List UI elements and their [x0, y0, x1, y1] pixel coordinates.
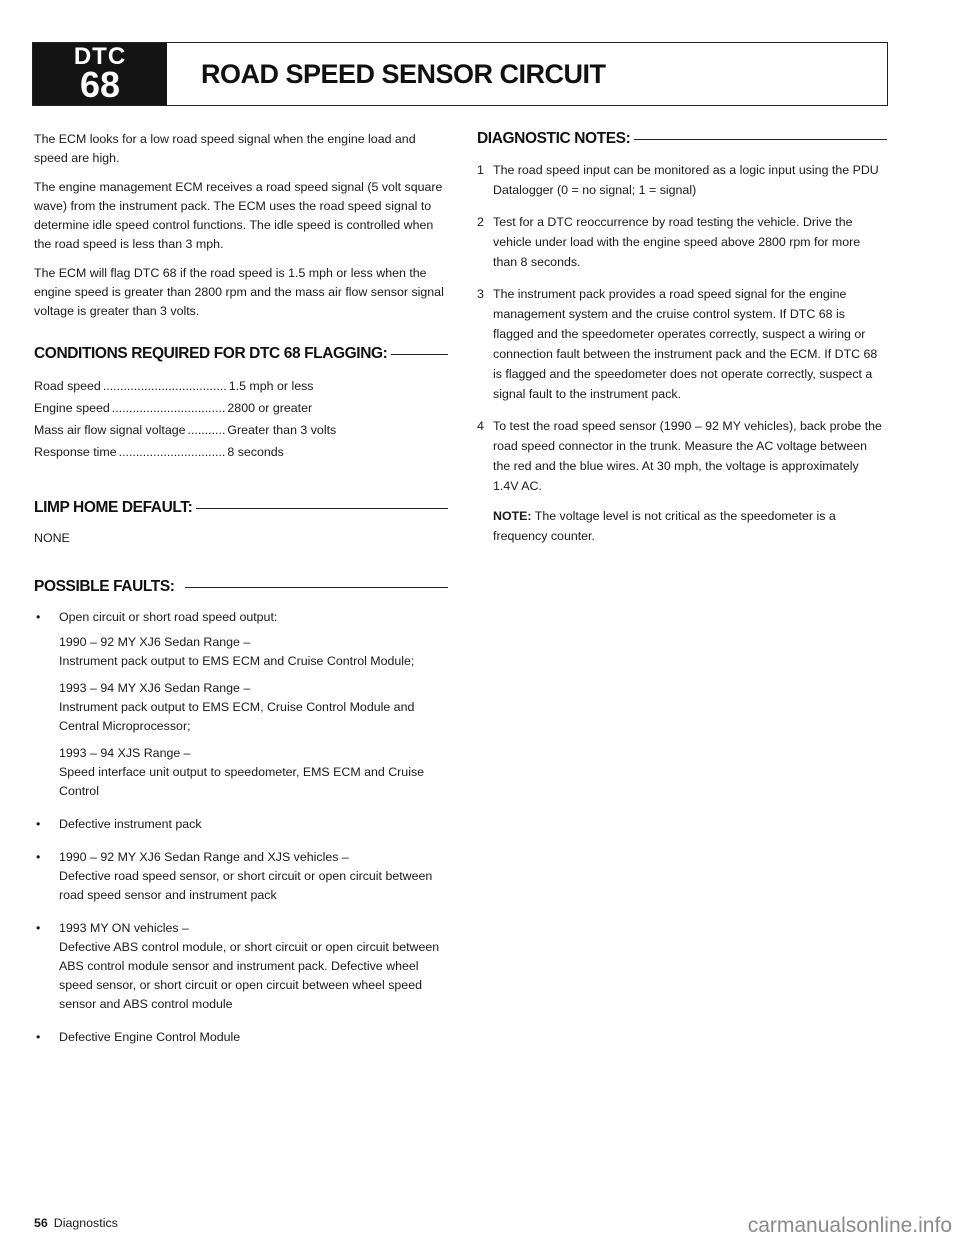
heading-rule — [634, 139, 887, 140]
condition-label: Mass air flow signal voltage — [34, 423, 186, 437]
condition-value: 8 seconds — [227, 445, 284, 459]
fault-sub-text: Instrument pack output to EMS ECM, Cruise Control Module and Central Microprocessor; — [59, 700, 415, 733]
fault-sub — [59, 744, 448, 801]
possible-faults-heading — [34, 578, 448, 596]
fault-text: 1990 – 92 MY XJ6 Sedan Range and XJS vehicles – — [59, 850, 349, 864]
condition-leader: .................................... — [102, 379, 227, 393]
condition-label: Road speed — [34, 379, 101, 393]
condition-leader: ................................. — [111, 401, 226, 415]
fault-text: Open circuit or short road speed output: — [59, 610, 278, 624]
fault-text: 1993 MY ON vehicles – — [59, 921, 189, 935]
condition-leader: ........... — [187, 423, 226, 437]
fault-sub-text: Instrument pack output to EMS ECM and Cruise Control Module; — [59, 654, 415, 668]
fault-sub — [59, 679, 448, 736]
note-item — [477, 160, 887, 200]
fault-sub-title: 1990 – 92 MY XJ6 Sedan Range – — [59, 635, 251, 649]
fault-detail: Defective road speed sensor, or short circuit or open circuit between road speed sensor and instrument pack — [59, 869, 433, 902]
diagnostic-notes-heading-text: DIAGNOSTIC NOTES: — [477, 130, 631, 147]
heading-rule — [185, 587, 448, 588]
note-text: The instrument pack provides a road speed signal for the engine management system and the cruise control system. If DTC 68 is flagged and the speedometer operates correctly, suspect a wiring or connection fault between the instrument pack and the ECM. If DTC 68 is flagged and the speedometer does not operate correctly, suspect a signal fault to the instrument pack. — [493, 287, 878, 401]
note-text: Test for a DTC reoccurrence by road testing the vehicle. Drive the vehicle under load with the engine speed above 2800 rpm for more than 8 seconds. — [493, 215, 861, 269]
intro-paragraph: The ECM will flag DTC 68 if the road speed is 1.5 mph or less when the engine speed is greater than 2800 rpm and the mass air flow sensor signal voltage is greater than 3 volts. — [34, 266, 444, 318]
fault-sub — [59, 633, 448, 671]
condition-value: 1.5 mph or less — [228, 379, 314, 393]
note-callout-text: The voltage level is not critical as the speedometer is a frequency counter. — [493, 509, 836, 543]
note-item — [477, 416, 887, 546]
note-number: 1 — [477, 163, 484, 177]
dtc-number: 68 — [79, 64, 121, 105]
note-number: 4 — [477, 419, 484, 433]
bullet-icon: • — [36, 921, 41, 935]
limp-home-heading-text: LIMP HOME DEFAULT: — [34, 499, 193, 516]
page-header — [32, 42, 888, 106]
fault-sub-title: 1993 – 94 XJS Range – — [59, 746, 191, 760]
heading-rule — [391, 354, 448, 355]
right-column — [477, 130, 887, 558]
condition-row — [34, 441, 448, 463]
fault-detail: Defective ABS control module, or short circuit or open circuit between ABS control module sensor and instrument pack. Defective wheel speed sensor, or short circuit or open circuit between wheel speed sensor and ABS control module — [59, 940, 440, 1011]
watermark: carmanualsonline.info — [747, 1214, 952, 1237]
fault-list — [34, 608, 448, 1047]
heading-rule — [196, 508, 448, 509]
fault-sub-title: 1993 – 94 MY XJ6 Sedan Range – — [59, 681, 251, 695]
notes-list — [477, 160, 887, 546]
fault-item — [34, 815, 448, 834]
page-number: 56 — [34, 1216, 48, 1230]
condition-row — [34, 419, 448, 441]
condition-label: Response time — [34, 445, 117, 459]
bullet-icon: • — [36, 817, 41, 831]
fault-text: Defective Engine Control Module — [59, 1030, 241, 1044]
dtc-badge — [33, 43, 167, 105]
note-number: 2 — [477, 215, 484, 229]
condition-leader: ............................... — [118, 445, 226, 459]
limp-home-heading — [34, 499, 448, 517]
intro-paragraph: The engine management ECM receives a road speed signal (5 volt square wave) from the instrument pack. The ECM uses the road speed signal to determine idle speed control functions. The idle speed is controlled when the road speed is less than 3 mph. — [34, 180, 443, 251]
note-item — [477, 212, 887, 272]
condition-row — [34, 397, 448, 419]
bullet-icon: • — [36, 850, 41, 864]
limp-home-value: NONE — [34, 531, 70, 545]
condition-value: 2800 or greater — [227, 401, 313, 415]
condition-label: Engine speed — [34, 401, 110, 415]
diagnostic-notes-heading — [477, 130, 887, 148]
conditions-table — [34, 375, 448, 463]
note-label: NOTE: — [493, 509, 532, 523]
possible-faults-heading-text: POSSIBLE FAULTS: — [34, 578, 175, 595]
note-text: The road speed input can be monitored as a logic input using the PDU Datalogger (0 = no signal; 1 = signal) — [493, 163, 879, 197]
note-item — [477, 284, 887, 404]
fault-item — [34, 608, 448, 801]
section-name: Diagnostics — [53, 1216, 118, 1230]
page-footer — [34, 1216, 118, 1230]
note-callout — [493, 506, 887, 546]
bullet-icon: • — [36, 610, 41, 624]
condition-value: Greater than 3 volts — [227, 423, 337, 437]
fault-item — [34, 919, 448, 1014]
fault-item — [34, 848, 448, 905]
note-number: 3 — [477, 287, 484, 301]
dtc-label: DTC — [73, 43, 127, 70]
bullet-icon: • — [36, 1030, 41, 1044]
left-column — [34, 130, 448, 1061]
page-title: ROAD SPEED SENSOR CIRCUIT — [201, 58, 606, 89]
note-text: To test the road speed sensor (1990 – 92 MY vehicles), back probe the road speed connector in the trunk. Measure the AC voltage between the red and the blue wires. At 30 mph, the voltage is approximately 1.4V AC. — [493, 419, 882, 493]
intro-paragraph: The ECM looks for a low road speed signal when the engine load and speed are high. — [34, 132, 416, 165]
conditions-heading — [34, 345, 448, 363]
fault-item — [34, 1028, 448, 1047]
fault-sub-text: Speed interface unit output to speedometer, EMS ECM and Cruise Control — [59, 765, 425, 798]
fault-text: Defective instrument pack — [59, 817, 202, 831]
condition-row — [34, 375, 448, 397]
conditions-heading-text: CONDITIONS REQUIRED FOR DTC 68 FLAGGING: — [34, 345, 388, 362]
